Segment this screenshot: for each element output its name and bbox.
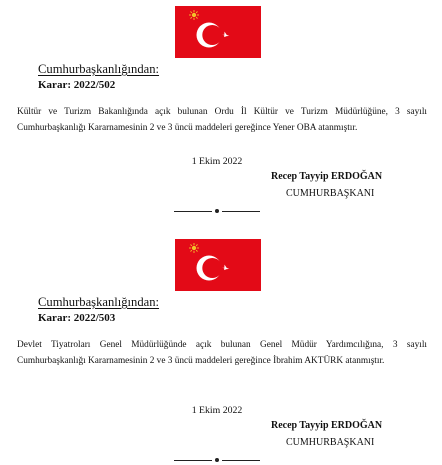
signer-name: Recep Tayyip ERDOĞAN xyxy=(271,420,383,431)
decree-body-text: Devlet Tiyatroları Genel Müdürlüğünde açık bulunan Genel Müdür Yardımcılığına, 3 sayılı Cumhurbaşkanlığı Kararnamesinin 2 ve 3 üncü maddeleri gereğince İbrahim AKTÜRK atanmıştır. xyxy=(17,340,427,366)
separator-icon xyxy=(174,458,260,462)
decree-date: 1 Ekim 2022 xyxy=(191,405,243,416)
decree-body-text: Kültür ve Turizm Bakanlığında açık bulunan Ordu İl Kültür ve Turizm Müdürlüğüne, 3 sayılı Cumhurbaşkanlığı Kararnamesinin 2 ve 3 üncü maddeleri gereğince Yener OBA atanmıştır. xyxy=(17,107,427,133)
turkish-flag-icon xyxy=(175,6,261,58)
signer-name: Recep Tayyip ERDOĞAN xyxy=(271,171,383,182)
separator-icon xyxy=(174,209,260,213)
signer-title: CUMHURBAŞKANI xyxy=(286,437,375,448)
decree-date: 1 Ekim 2022 xyxy=(191,156,243,167)
issuer-heading: Cumhurbaşkanlığından: xyxy=(38,62,160,76)
decision-number: Karar: 2022/503 xyxy=(38,312,116,324)
turkish-flag-icon xyxy=(175,239,261,291)
signer-title: CUMHURBAŞKANI xyxy=(286,188,375,199)
decision-number: Karar: 2022/502 xyxy=(38,79,116,91)
issuer-heading: Cumhurbaşkanlığından: xyxy=(38,295,160,309)
